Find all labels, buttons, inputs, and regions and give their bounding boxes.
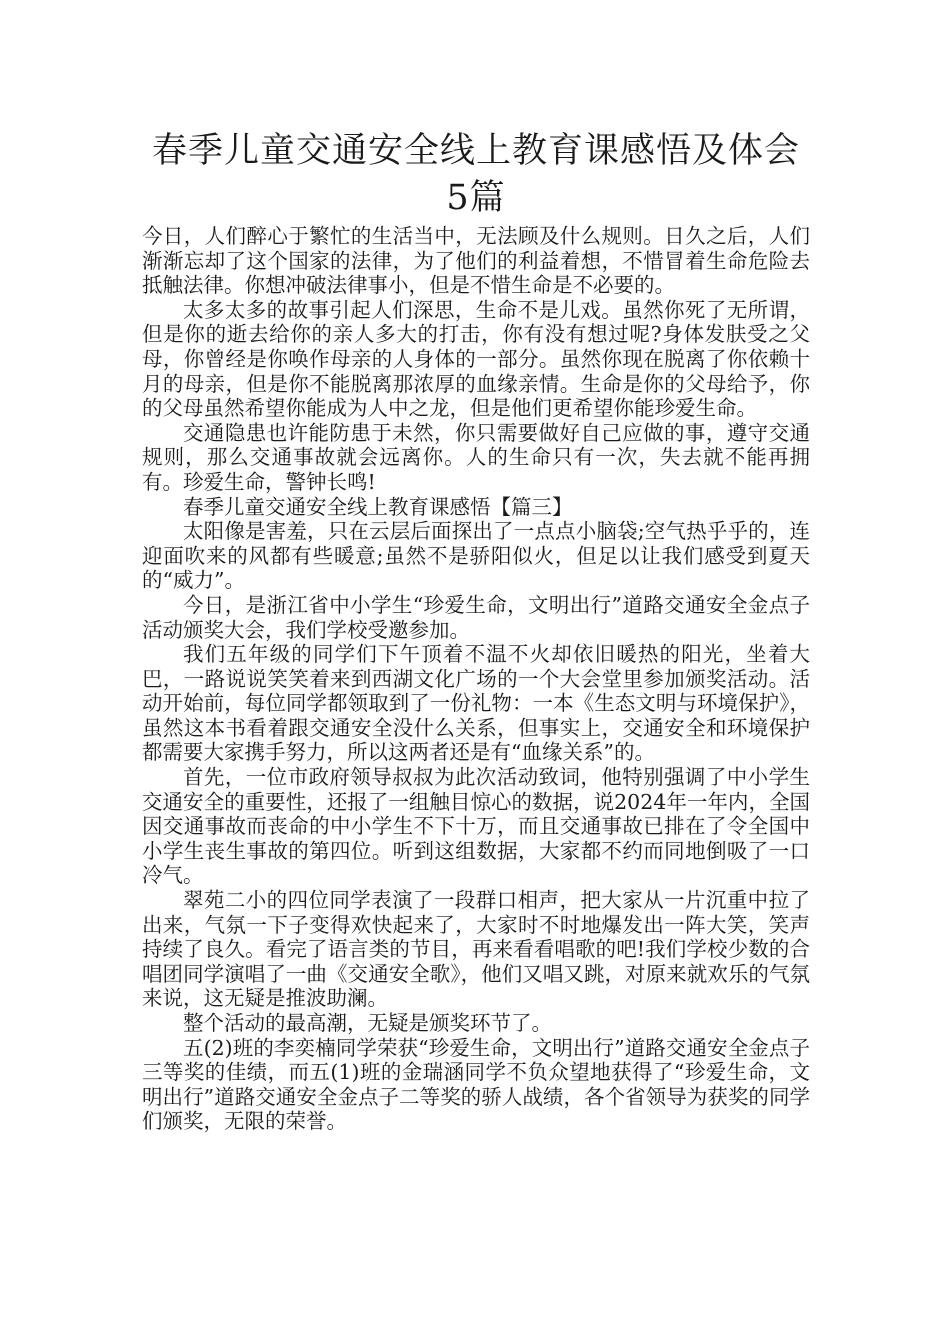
paragraph: 今日，人们醉心于繁忙的生活当中，无法顾及什么规则。日久之后，人们渐渐忘却了这个国家的法律，为了他们的利益着想，不惜冒着生命危险去抵触法律。你想冲破法律事小，但是不惜生命是不必要的。 <box>142 224 810 298</box>
paragraph: 整个活动的最高潮，无疑是颁奖环节了。 <box>183 1011 552 1035</box>
section-heading: 春季儿童交通安全线上教育课感悟【篇三】 <box>183 494 573 519</box>
paragraph: 太阳像是害羞，只在云层后面探出了一点点小脑袋;空气热乎乎的，连迎面吹来的风都有些暖意;虽然不是骄阳似火，但足以让我们感受到夏天的“威力”。 <box>142 519 810 593</box>
paragraph: 首先，一位市政府领导叔叔为此次活动致词，他特别强调了中小学生交通安全的重要性，还报了一组触目惊心的数据，说2024年一年内，全国因交通事故而丧命的中小学生不下十万，而且交通事故已排在了令全国中小学生丧生事故的第四位。听到这组数据，大家都不约而同地倒吸了一口冷气。 <box>142 765 810 888</box>
paragraph: 今日，是浙江省中小学生“珍爱生命，文明出行”道路交通安全金点子活动颁奖大会，我们学校受邀参加。 <box>142 592 810 642</box>
document-title: 春季儿童交通安全线上教育课感悟及体会5篇 <box>151 131 800 218</box>
document-body <box>142 224 810 1134</box>
paragraph: 我们五年级的同学们下午顶着不温不火却依旧暖热的阳光，坐着大巴，一路说说笑笑着来到西湖文化广场的一个大会堂里参加颁奖活动。活动开始前，每位同学都领取到了一份礼物：一本《生态文明与环境保护》，虽然这本书看着跟交通安全没什么关系，但事实上，交通安全和环境保护都需要大家携手努力，所以这两者还是有“血缘关系”的。 <box>142 642 810 765</box>
paragraph: 太多太多的故事引起人们深思，生命不是儿戏。虽然你死了无所谓，但是你的逝去给你的亲人多大的打击，你有没有想过呢?身体发肤受之父母，你曾经是你唤作母亲的人身体的一部分。虽然你现在脱离了你依赖十月的母亲，但是你不能脱离那浓厚的血缘亲情。生命是你的父母给予，你的父母虽然希望你能成为人中之龙，但是他们更希望你能珍爱生命。 <box>142 297 810 421</box>
paragraph: 翠苑二小的四位同学表演了一段群口相声，把大家从一片沉重中拉了出来，气氛一下子变得欢快起来了，大家时不时地爆发出一阵大笑，笑声持续了良久。看完了语言类的节目，再来看看唱歌的吧!我们学校少数的合唱团同学演唱了一曲《交通安全歌》，他们又唱又跳，对原来就欢乐的气氛来说，这无疑是推波助澜。 <box>142 888 810 1011</box>
paragraph: 五(2)班的李奕楠同学荣获“珍爱生命，文明出行”道路交通安全金点子三等奖的佳绩，而五(1)班的金瑞涵同学不负众望地获得了“珍爱生命，文明出行”道路交通安全金点子二等奖的骄人战绩，各个省领导为获奖的同学们颁奖，无限的荣誉。 <box>142 1035 810 1134</box>
paragraph: 交通隐患也许能防患于未然，你只需要做好自己应做的事，遵守交通规则，那么交通事故就会远离你。人的生命只有一次，失去就不能再拥有。珍爱生命，警钟长鸣! <box>142 420 810 494</box>
